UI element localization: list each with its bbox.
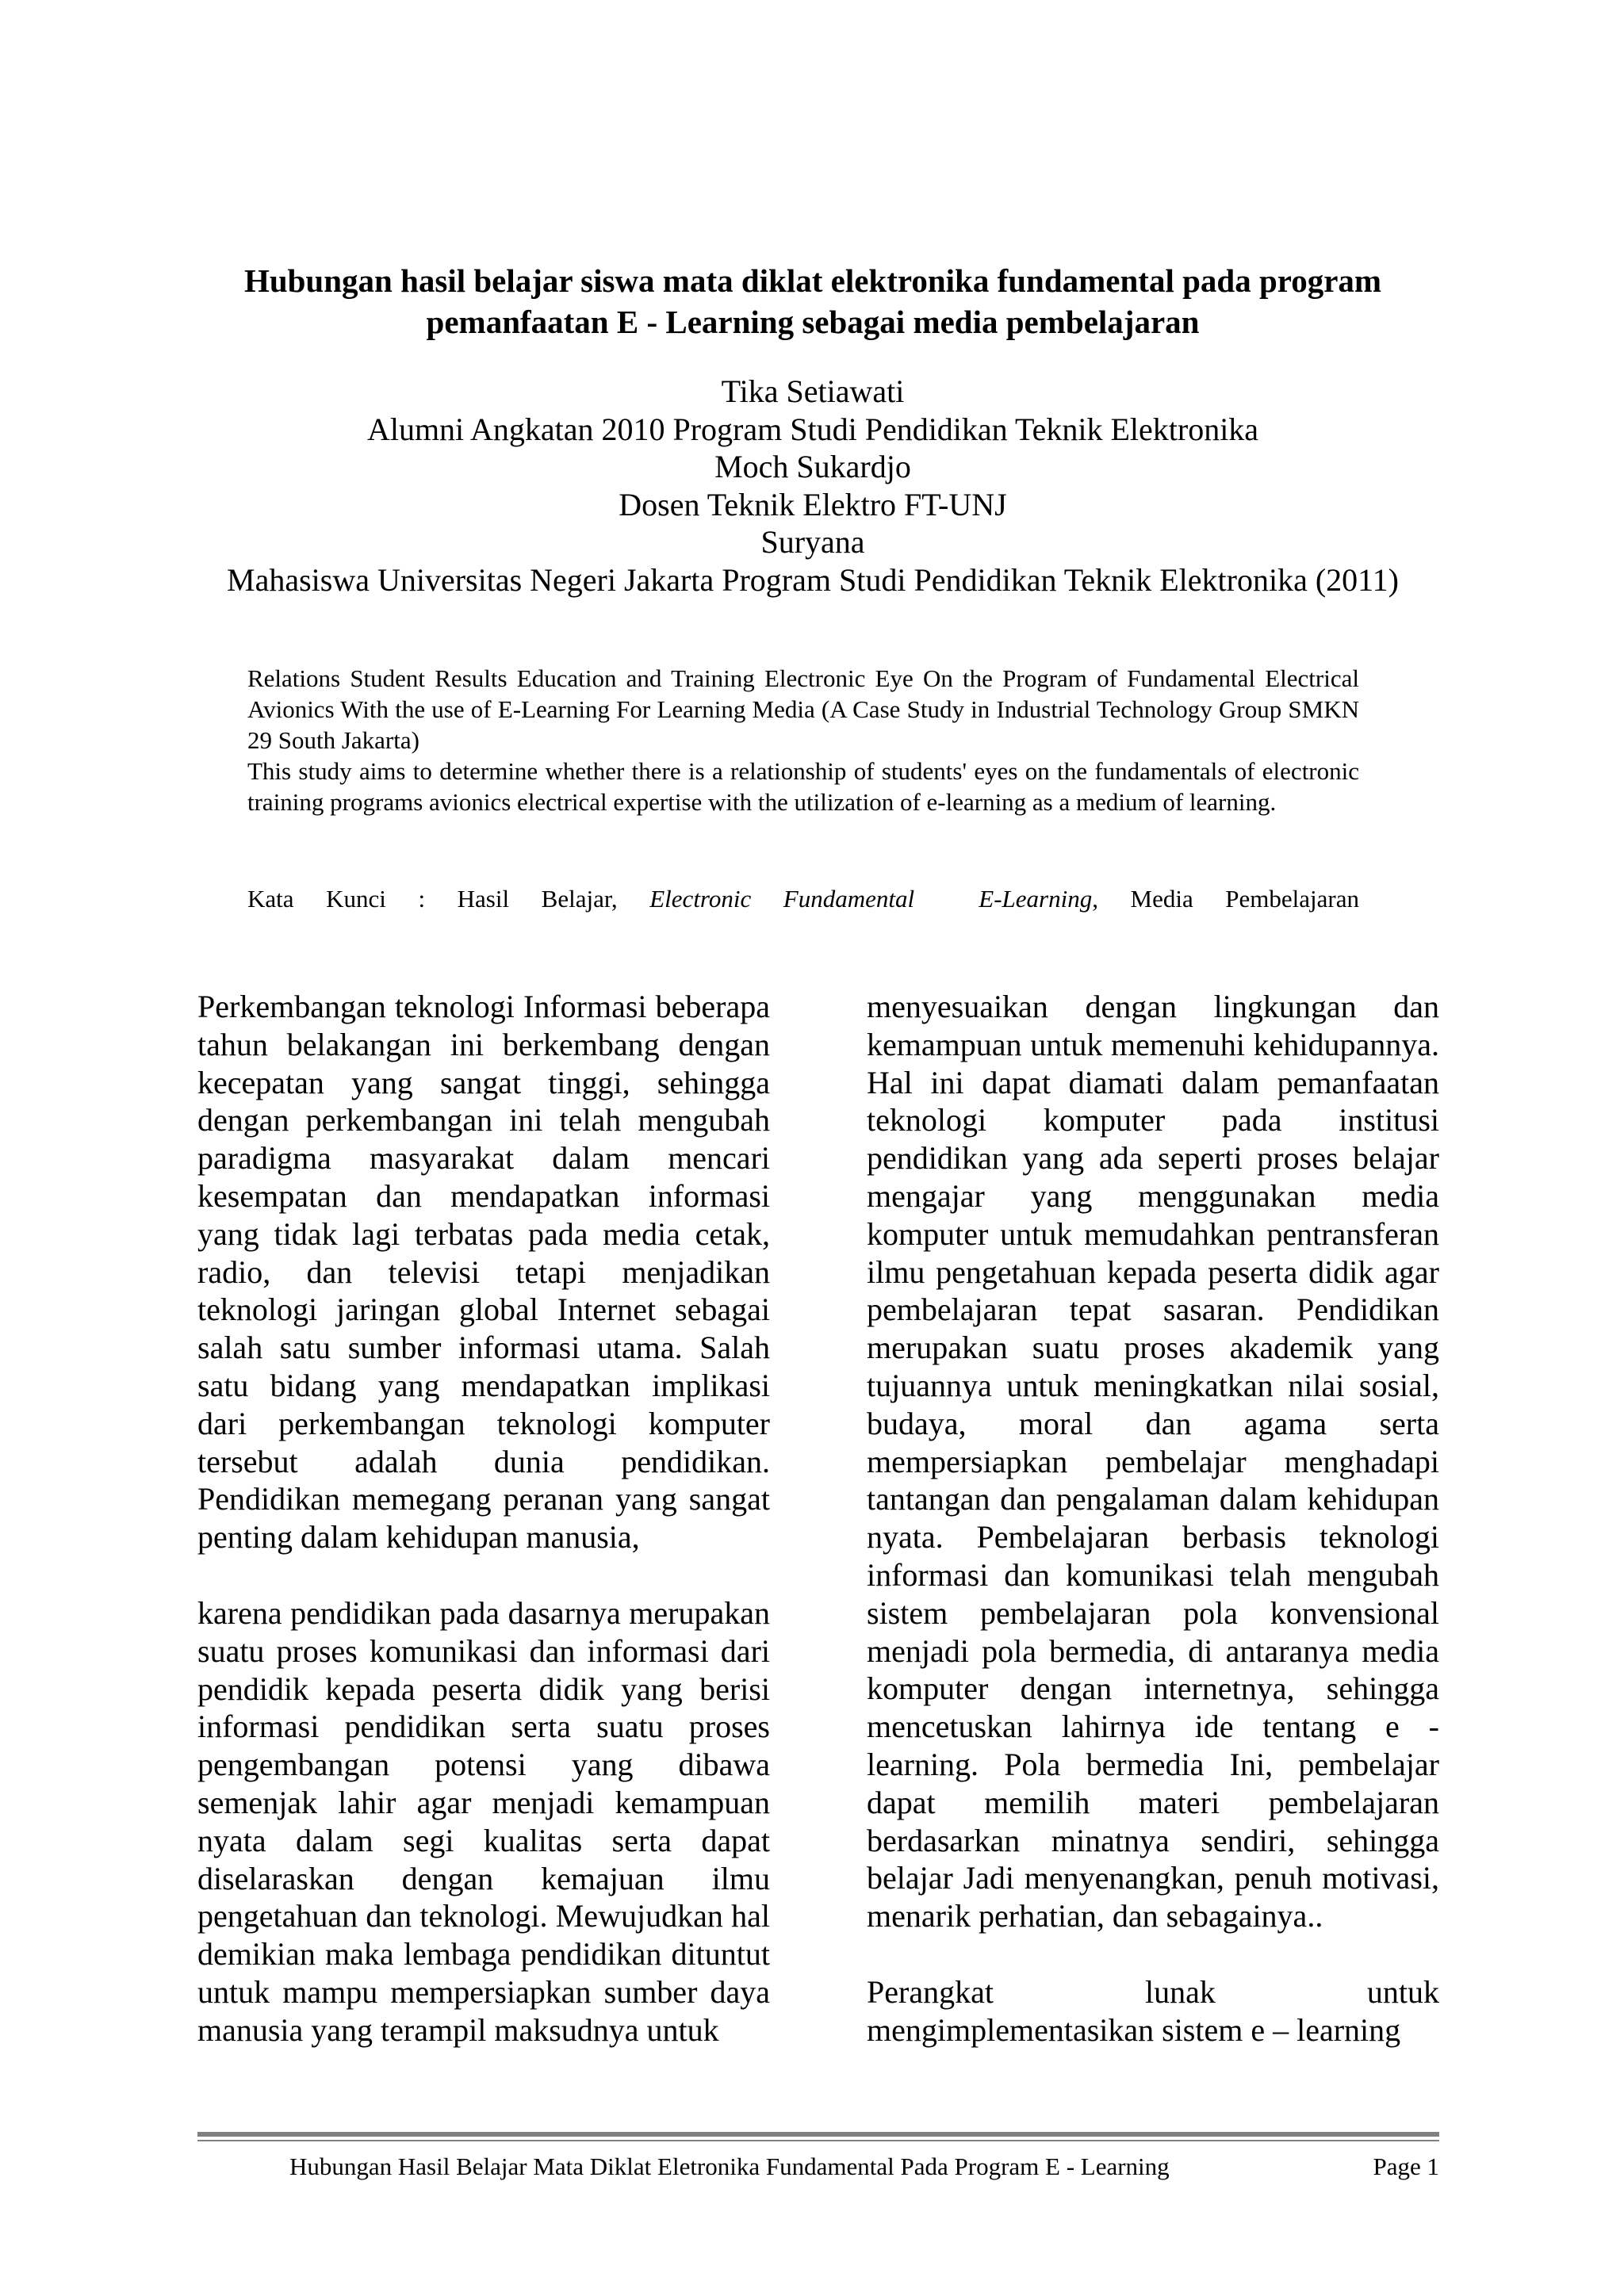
paper-title-line-2: pemanfaatan E - Learning sebagai media pembelajaran [426, 304, 1200, 340]
paper-title [182, 260, 1443, 342]
body-paragraph: Perangkat lunak untuk mengimplementasikan sistem e – learning [867, 1973, 1439, 2048]
author-affiliation-2: Dosen Teknik Elektro FT-UNJ [619, 486, 1007, 522]
keyword-2: Electronic Fundamental [649, 885, 915, 913]
abstract-english-title: Relations Student Results Education and Training Electronic Eye On the Program of Fundamental Electrical Avionics With the use of E-Learning For Learning Media (A Case Study in Industrial Technology Group SMKN 29 South Jakarta) [247, 664, 1359, 754]
keywords-label: Kata Kunci [247, 885, 386, 913]
body-paragraph: menyesuaikan dengan lingkungan dan kemampuan untuk memenuhi kehidupannya. Hal ini dapat diamati dalam pemanfaatan teknologi komputer pada institusi pendidikan yang ada seperti proses belajar mengajar yang menggunakan media komputer untuk memudahkan pentransferan ilmu pengetahuan kepada peserta didik agar pembelajaran tepat sasaran. Pendidikan merupakan suatu proses akademik yang tujuannya untuk meningkatkan nilai sosial, budaya, moral dan agama serta mempersiapkan pembelajar menghadapi tantangan dan pengalaman dalam kehidupan nyata. Pembelajaran berbasis teknologi informasi dan komunikasi telah mengubah sistem pembelajaran pola konvensional menjadi pola bermedia, di antaranya media komputer dengan internetnya, sehingga mencetuskan lahirnya ide tentang e - learning. Pola bermedia Ini, pembelajar dapat memilih materi pembelajaran berdasarkan minatnya sendiri, sehingga belajar Jadi menyenangkan, penuh motivasi, menarik perhatian, dan sebagainya.. [867, 989, 1439, 1934]
footer-rule-thick [197, 2132, 1439, 2137]
keyword-3-suffix: , [1092, 885, 1098, 913]
author-block [127, 373, 1499, 599]
footer-rule-thin [197, 2140, 1439, 2141]
body-column-right [867, 988, 1439, 2049]
footer-page-number: Page 1 [1373, 2152, 1439, 2180]
keyword-1: Hasil Belajar, [457, 885, 618, 913]
paper-title-line-1: Hubungan hasil belajar siswa mata diklat elektronika fundamental pada program [243, 262, 1382, 299]
author-name-2: Moch Sukardjo [714, 449, 911, 484]
author-affiliation-1: Alumni Angkatan 2010 Program Studi Pendidikan Teknik Elektronika [366, 411, 1259, 447]
footer-running-title: Hubungan Hasil Belajar Mata Diklat Eletronika Fundamental Pada Program E - Learning [289, 2152, 1170, 2180]
body-paragraph: karena pendidikan pada dasarnya merupakan suatu proses komunikasi dan informasi dari pendidik kepada peserta didik yang berisi informasi pendidikan serta suatu proses pengembangan potensi yang dibawa semenjak lahir agar menjadi kemampuan nyata dalam segi kualitas serta dapat diselaraskan dengan kemajuan ilmu pengetahuan dan teknologi. Mewujudkan hal demikian maka lembaga pendidikan dituntut untuk mampu mempersiapkan sumber daya manusia yang terampil maksudnya untuk [197, 1594, 770, 2048]
author-name-3: Suryana [760, 524, 865, 560]
keyword-4: Media Pembelajaran [1130, 885, 1360, 913]
keywords-line [247, 883, 1359, 914]
author-name-1: Tika Setiawati [721, 373, 905, 409]
author-affiliation-3: Mahasiswa Universitas Negeri Jakarta Program Studi Pendidikan Teknik Elektronika (2011) [227, 561, 1399, 598]
body-paragraph: Perkembangan teknologi Informasi beberapa tahun belakangan ini berkembang dengan kecepatan yang sangat tinggi, sehingga dengan perkembangan ini telah mengubah paradigma masyarakat dalam mencari kesempatan dan mendapatkan informasi yang tidak lagi terbatas pada media cetak, radio, dan televisi tetapi menjadikan teknologi jaringan global Internet sebagai salah satu sumber informasi utama. Salah satu bidang yang mendapatkan implikasi dari perkembangan teknologi komputer tersebut adalah dunia pendidikan. Pendidikan memegang peranan yang sangat penting dalam kehidupan manusia, [197, 989, 770, 1556]
keyword-3: E-Learning [979, 885, 1093, 913]
abstract [247, 663, 1359, 817]
body-column-left [197, 988, 770, 2049]
abstract-summary: This study aims to determine whether there is a relationship of students' eyes on the fundamentals of electronic training programs avionics electrical expertise with the utilization of e-learning as a medium of learning. [247, 757, 1359, 816]
keywords-separator: : [418, 885, 426, 913]
